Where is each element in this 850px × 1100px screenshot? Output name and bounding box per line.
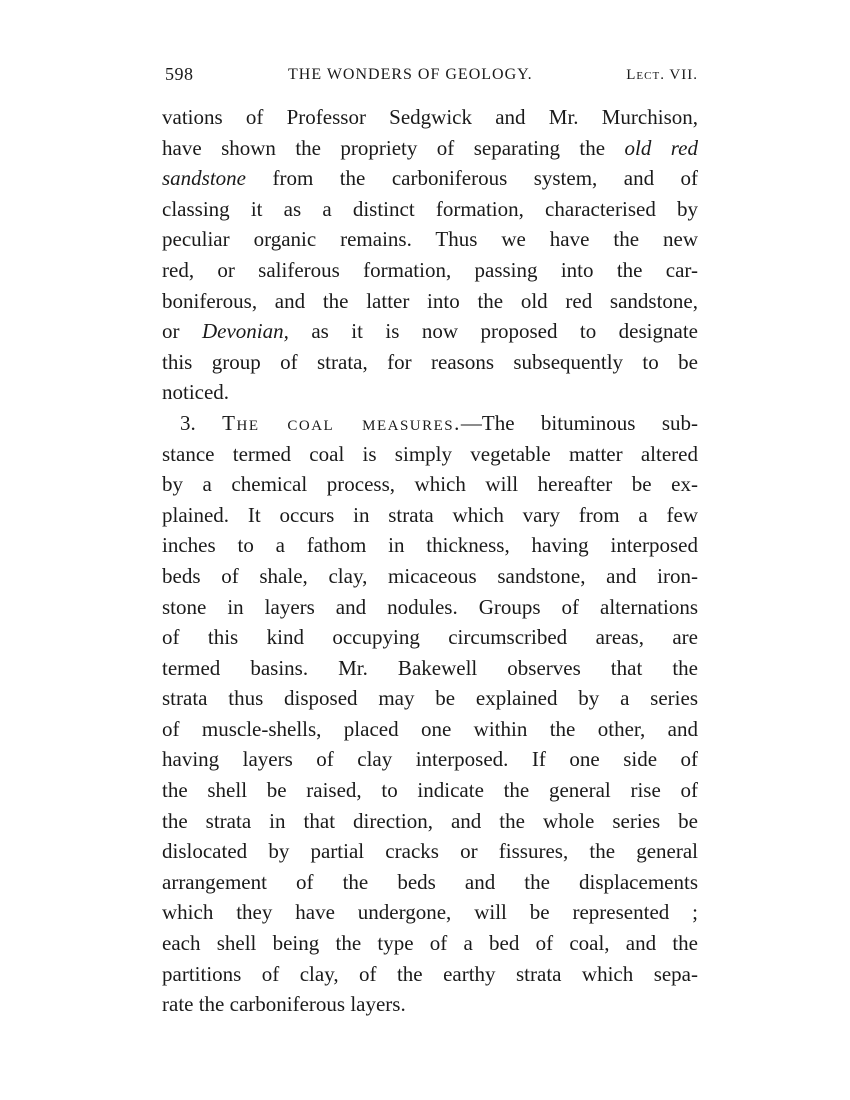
text-line: boniferous, and the latter into the old red sandstone,: [162, 288, 698, 313]
text-line: each shell being the type of a bed of coal, and the: [162, 931, 698, 956]
section-number: 3.: [180, 410, 196, 435]
text-line: of muscle-shells, placed one within the other, and: [162, 716, 698, 741]
text-span: as it is now proposed to designate: [311, 319, 698, 344]
text-line: [162, 133, 698, 164]
text-line: noticed.: [162, 380, 230, 405]
text-line: classing it as a distinct formation, characterised by: [162, 196, 698, 221]
section-heading-line: [162, 408, 698, 439]
text-line: strata thus disposed may be explained by a series: [162, 686, 698, 711]
text-line: which they have undergone, will be represented ;: [162, 900, 698, 925]
text-line: of this kind occupying circumscribed areas, are: [162, 625, 698, 650]
page-number: 598: [165, 64, 194, 84]
text-line: arrangement of the beds and the displacements: [162, 869, 698, 894]
text-line: peculiar organic remains. Thus we have the new: [162, 227, 698, 252]
text-span: have shown the propriety of separating the: [162, 135, 606, 160]
text-line: red, or saliferous formation, passing into the car-: [162, 257, 698, 282]
section-heading: The coal measures.: [222, 410, 461, 435]
italic-term: sandstone: [162, 166, 246, 191]
text-line: termed basins. Mr. Bakewell observes that the: [162, 655, 698, 680]
text-line: stance termed coal is simply vegetable matter altered: [162, 441, 698, 466]
running-title: THE WONDERS OF GEOLOGY.: [288, 66, 533, 83]
text-line: partitions of clay, of the earthy strata which sepa-: [162, 961, 698, 986]
text-line: this group of strata, for reasons subsequently to be: [162, 349, 698, 374]
text-line: rate the carboniferous layers.: [162, 992, 406, 1017]
text-span: from the carboniferous system, and of: [272, 166, 699, 191]
running-head: [162, 62, 698, 92]
text-line: plained. It occurs in strata which vary from a few: [162, 502, 698, 527]
text-line: stone in layers and nodules. Groups of alternations: [162, 594, 698, 619]
text-line: by a chemical process, which will hereafter be ex-: [162, 472, 698, 497]
text-line: inches to a fathom in thickness, having interposed: [162, 533, 698, 558]
text-span: —The bituminous sub-: [460, 410, 698, 435]
text-line: [162, 163, 698, 194]
body-text: [162, 102, 698, 1020]
italic-term: Devonian,: [201, 319, 289, 344]
text-line: beds of shale, clay, micaceous sandstone, and iron-: [162, 563, 698, 588]
book-page: [162, 62, 698, 1020]
text-line: having layers of clay interposed. If one side of: [162, 747, 698, 772]
text-line: the strata in that direction, and the whole series be: [162, 808, 698, 833]
text-line: vations of Professor Sedgwick and Mr. Murchison,: [162, 105, 698, 129]
text-span: or: [162, 319, 180, 344]
italic-term: old red: [624, 135, 698, 160]
text-line: [162, 316, 698, 347]
text-line: the shell be raised, to indicate the general rise of: [162, 778, 698, 803]
lecture-label: Lect. VII.: [626, 67, 698, 83]
text-line: dislocated by partial cracks or fissures, the general: [162, 839, 698, 864]
